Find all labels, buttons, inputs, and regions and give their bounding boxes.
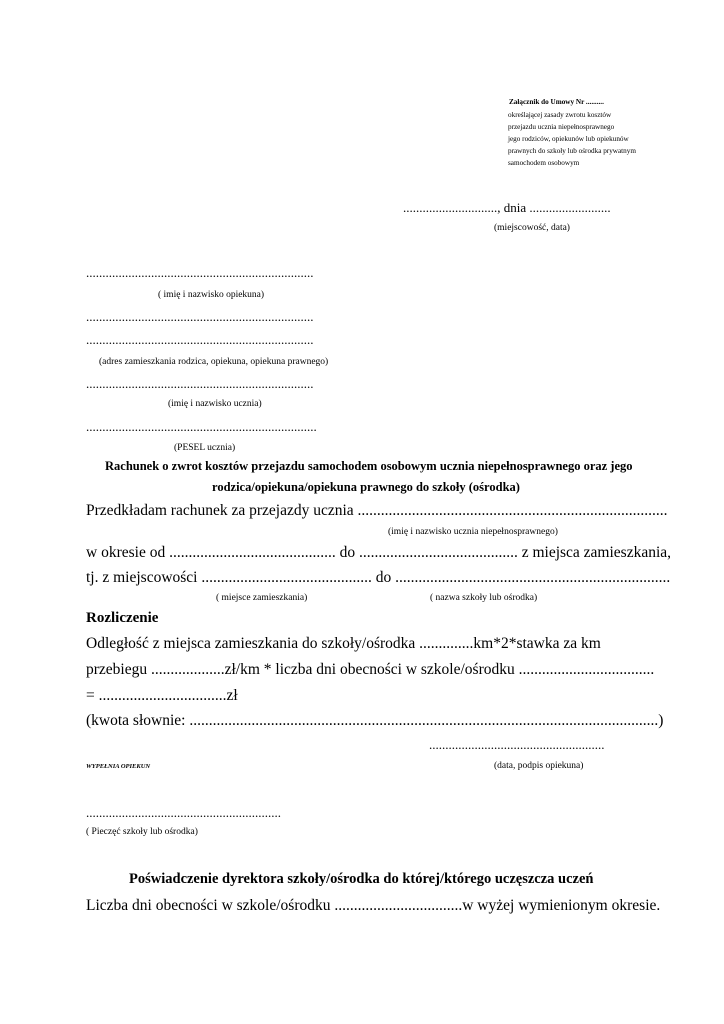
filled-by-label: WYPEŁNIA OPIEKUN [86, 763, 151, 770]
document-title-line1: Rachunek o zwrot kosztów przejazdu samochodem osobowym ucznia niepełnosprawnego oraz jego [105, 459, 633, 473]
attendance-line: Liczba dni obecności w szkole/ośrodku .................................w wyżej wymienionym okresie. [86, 897, 661, 914]
director-heading: Poświadczenie dyrektora szkoły/ośrodka do której/którego uczęszcza uczeń [129, 871, 594, 887]
body-line-1: Przedkładam rachunek za przejazdy ucznia ................................................................................ [86, 502, 668, 519]
settlement-line-1: Odległość z miejsca zamieszkania do szkoły/ośrodka ..............km*2*stawka za km [86, 635, 601, 652]
body-line-3: tj. z miejscowości ............................................ do ....................................................................... [86, 569, 671, 586]
student-name-caption: (imię i nazwisko ucznia) [168, 399, 262, 409]
settlement-line-2: przebiegu ...................zł/km * liczba dni obecności w szkole/ośrodku ................................... [86, 661, 655, 678]
pesel-field: ....................................................................... [86, 419, 317, 434]
address-field-2: ...................................................................... [86, 332, 314, 347]
annex-line: prawnych do szkoły lub ośrodka prywatnym [508, 147, 636, 155]
annex-line: jego rodziców, opiekunów lub opiekunów [508, 135, 629, 143]
guardian-name-field: ...................................................................... [86, 265, 314, 280]
settlement-line-3: = .................................zł [86, 687, 238, 704]
address-caption: (adres zamieszkania rodzica, opiekuna, opiekuna prawnego) [99, 357, 329, 367]
stamp-field: ............................................................ [86, 805, 281, 820]
body-line-2: w okresie od ........................................... do ......................................... z miejsca zamieszkania, [86, 544, 672, 561]
guardian-signature-caption: (data, podpis opiekuna) [494, 761, 584, 771]
annex-line: przejazdu ucznia niepełnosprawnego [508, 123, 615, 131]
address-field-1: ...................................................................... [86, 309, 314, 324]
school-caption: ( nazwa szkoły lub ośrodka) [430, 593, 538, 603]
place-date-field: ............................., dnia ......................... [403, 200, 611, 215]
settlement-line-4: (kwota słownie: .........................................................................................................................) [86, 712, 664, 729]
home-caption: ( miejsce zamieszkania) [216, 593, 308, 603]
stamp-caption: ( Pieczęć szkoły lub ośrodka) [86, 827, 198, 837]
student-name-field: ...................................................................... [86, 376, 314, 391]
place-date-caption: (miejscowość, data) [494, 223, 570, 233]
pesel-caption: (PESEL ucznia) [174, 443, 236, 453]
guardian-signature-field: ...................................................... [429, 737, 605, 752]
document-title-line2: rodzica/opiekuna/opiekuna prawnego do szkoły (ośrodka) [212, 480, 520, 494]
annex-title: Załącznik do Umowy Nr .......... [509, 98, 604, 106]
settlement-heading: Rozliczenie [86, 610, 159, 626]
student-full-caption: (imię i nazwisko ucznia niepełnosprawnego) [388, 527, 558, 537]
guardian-name-caption: ( imię i nazwisko opiekuna) [158, 290, 265, 300]
annex-line: określającej zasady zwrotu kosztów [508, 111, 612, 119]
annex-line: samochodem osobowym [508, 159, 580, 167]
